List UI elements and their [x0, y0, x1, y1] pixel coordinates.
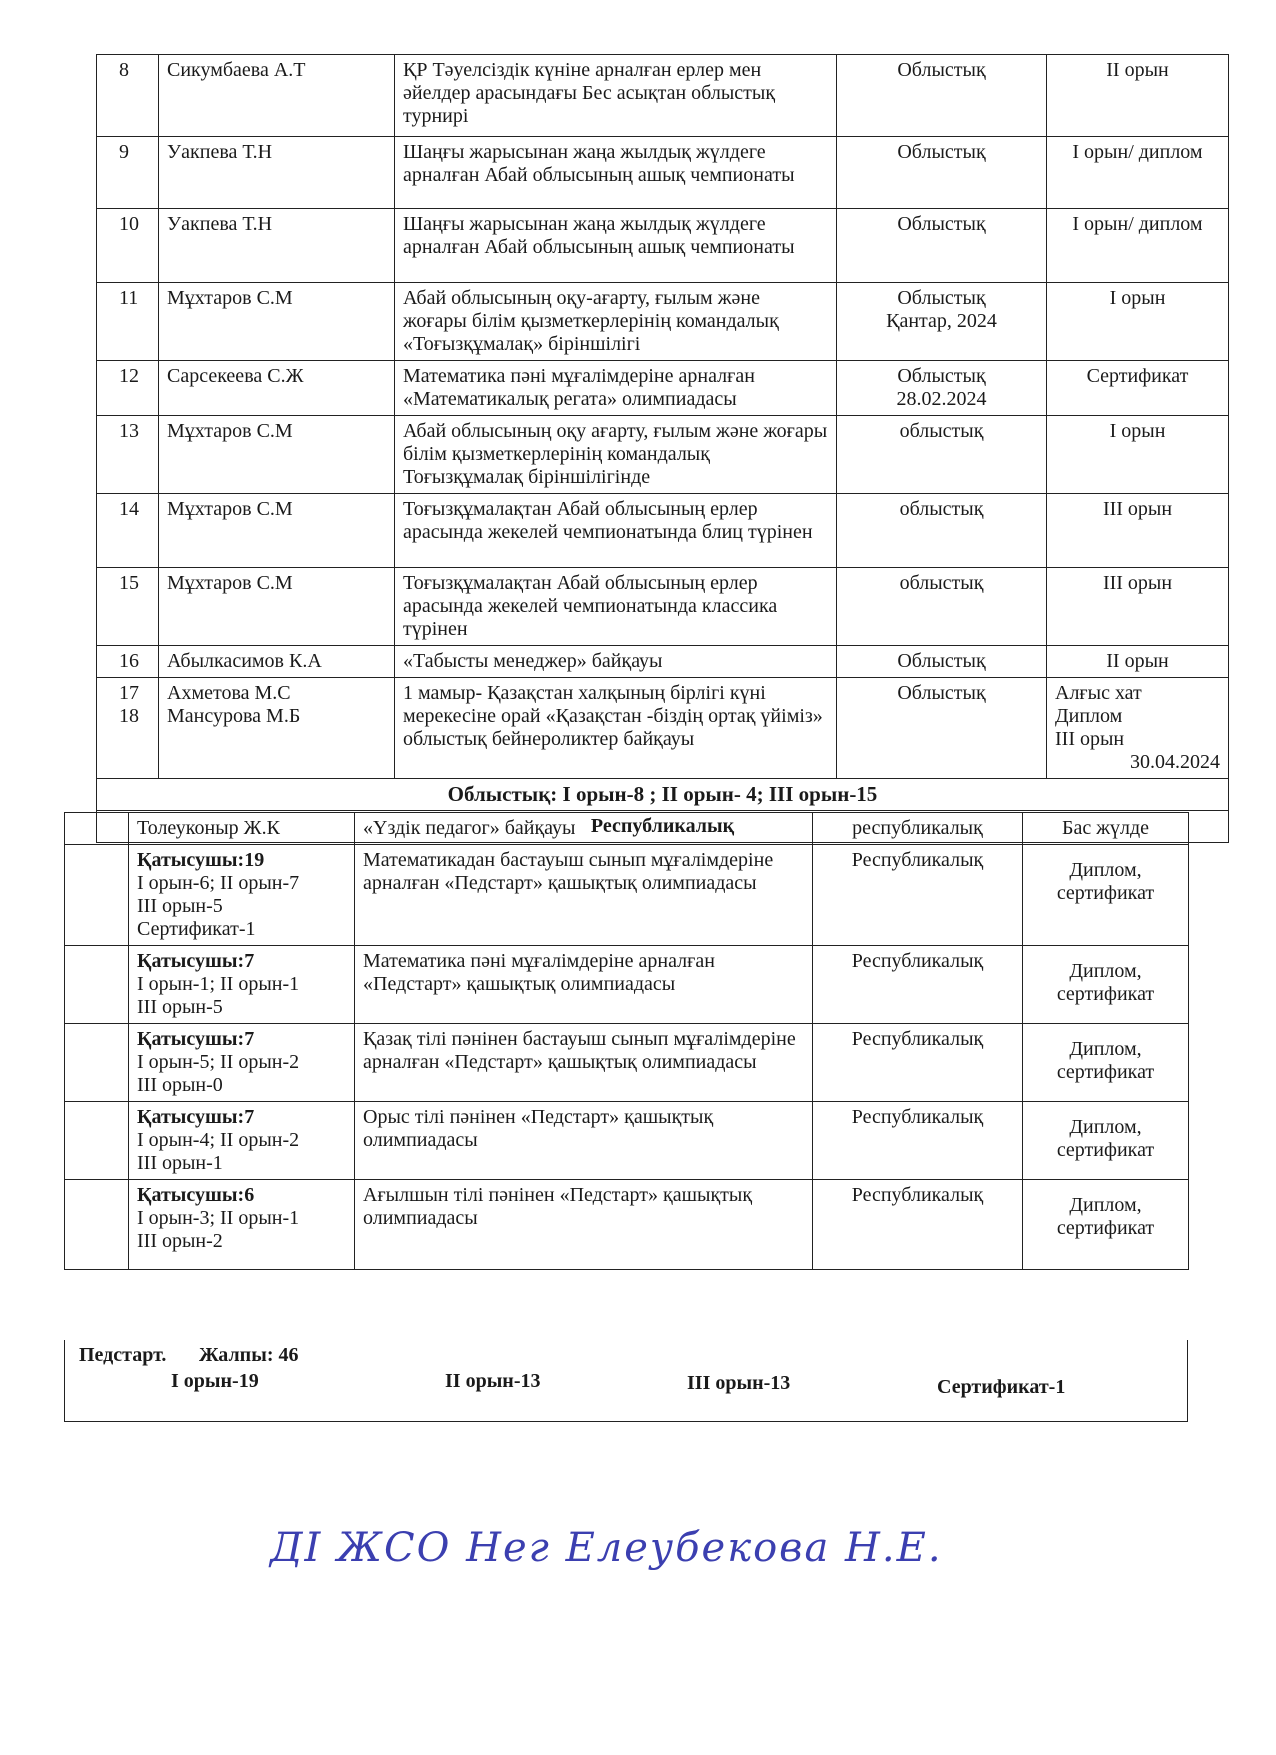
table-row [65, 845, 1189, 946]
regional-table [96, 54, 1229, 843]
places-line: ІІІ орын-5 [137, 996, 223, 1018]
table-row [97, 678, 1229, 779]
row-number: 15 [97, 568, 159, 646]
event-description: Математика пәні мұғалімдеріне арналған «Математикалық регата» олимпиадасы [395, 361, 837, 416]
table-row [97, 361, 1229, 416]
row-number [65, 845, 129, 946]
participant-count: Қатысушы:6 [137, 1184, 255, 1206]
republic-heading: Республикалық [97, 811, 1229, 843]
event-description: 1 мамыр- Қазақстан халқының бірлігі күні мерекесіне орай «Қазақстан -біздің ортақ үйіміз» облыстық бейнероликтер байқауы [395, 678, 837, 779]
places-line: І орын-5; ІІ орын-2 [137, 1051, 300, 1073]
event-description: Математикадан бастауыш сынып мұғалімдеріне арналған «Педстарт» қашықтық олимпиадасы [355, 845, 813, 946]
event-level-text: Облыстық [897, 287, 986, 309]
table-row [97, 494, 1229, 568]
totals-second: ІІ орын-13 [445, 1370, 541, 1392]
result: Диплом, сертификат [1023, 845, 1189, 946]
event-description: ҚР Тәуелсіздік күніне арналған ерлер мен әйелдер арасындағы Бес асықтан облыстық турнирі [395, 55, 837, 137]
row-number: 8 [97, 55, 159, 137]
result-line: Диплом [1055, 705, 1123, 727]
row-number: 9 [97, 137, 159, 209]
result: І орын [1047, 283, 1229, 361]
participant-name: Мұхтаров С.М [159, 568, 395, 646]
result: Диплом, сертификат [1023, 1102, 1189, 1180]
event-level-text: Облыстық [897, 59, 986, 81]
result: Бас жүлде [1023, 813, 1189, 845]
result-line: Алғыс хат [1055, 682, 1142, 704]
event-level-text: облыстық [899, 420, 984, 442]
participant-name: Сикумбаева А.Т [159, 55, 395, 137]
places-line: ІІІ орын-1 [137, 1152, 223, 1174]
totals-first: І орын-19 [171, 1370, 259, 1392]
event-description: Орыс тілі пәнінен «Педстарт» қашықтық олимпиадасы [355, 1102, 813, 1180]
participant-name-a: Ахметова М.С [167, 682, 291, 704]
participant-name: Мұхтаров С.М [159, 416, 395, 494]
result: І орын/ диплом [1047, 137, 1229, 209]
table-row [65, 946, 1189, 1024]
totals-total: Жалпы: 46 [199, 1344, 299, 1366]
result: Сертификат [1047, 361, 1229, 416]
row-number: 10 [97, 209, 159, 283]
table-row [65, 813, 1189, 845]
row-number: 13 [97, 416, 159, 494]
row-number: 16 [97, 646, 159, 678]
participant-summary [129, 1180, 355, 1270]
participant-name: Мұхтаров С.М [159, 494, 395, 568]
participant-count: Қатысушы:7 [137, 1028, 255, 1050]
places-line: І орын-3; ІІ орын-1 [137, 1207, 300, 1229]
event-level [837, 494, 1047, 568]
row-number: 14 [97, 494, 159, 568]
event-level [837, 137, 1047, 209]
table-row [97, 209, 1229, 283]
participant-count: Қатысушы:7 [137, 1106, 255, 1128]
table-row [65, 1024, 1189, 1102]
participant-summary [129, 1024, 355, 1102]
participant-name [159, 678, 395, 779]
event-level: Республикалық [813, 1180, 1023, 1270]
event-description: Математика пәні мұғалімдеріне арналған «Педстарт» қашықтық олимпиадасы [355, 946, 813, 1024]
pedstart-totals [64, 1340, 1188, 1422]
result-date: 30.04.2024 [1130, 751, 1220, 773]
table-row [97, 416, 1229, 494]
event-level: Республикалық [813, 845, 1023, 946]
event-level-text: Облыстық [897, 650, 986, 672]
result: ІІ орын [1047, 55, 1229, 137]
event-level: республикалық [813, 813, 1023, 845]
event-level: Республикалық [813, 1024, 1023, 1102]
event-level: Облыстық [837, 678, 1047, 779]
event-description: «Үздік педагог» байқауы [355, 813, 813, 845]
result: Диплом, сертификат [1023, 946, 1189, 1024]
event-level [837, 209, 1047, 283]
participant-summary [129, 845, 355, 946]
places-line: ІІІ орын-2 [137, 1230, 223, 1252]
result-line: ІІІ орын [1055, 728, 1125, 750]
event-level [837, 416, 1047, 494]
row-number [65, 1024, 129, 1102]
totals-third: ІІІ орын-13 [687, 1372, 791, 1394]
event-level-text: Облыстық [897, 213, 986, 235]
regional-summary: Облыстық: І орын-8 ; ІІ орын- 4; ІІІ орын-15 [97, 779, 1229, 811]
participant-count: Қатысушы:7 [137, 950, 255, 972]
places-line: Сертификат-1 [137, 918, 256, 940]
event-level [837, 646, 1047, 678]
places-line: І орын-4; ІІ орын-2 [137, 1129, 300, 1151]
participant-name: Мұхтаров С.М [159, 283, 395, 361]
participant-name: Уакпева Т.Н [159, 137, 395, 209]
result: І орын/ диплом [1047, 209, 1229, 283]
participant-count: Қатысушы:19 [137, 849, 265, 871]
totals-cert: Сертификат-1 [937, 1376, 1066, 1398]
places-line: І орын-1; ІІ орын-1 [137, 973, 300, 995]
row-number [65, 813, 129, 845]
table-row [97, 646, 1229, 678]
event-level-text: облыстық [899, 572, 984, 594]
result: ІІІ орын [1047, 494, 1229, 568]
event-level [837, 55, 1047, 137]
participant-name: Толеуконыр Ж.К [129, 813, 355, 845]
participant-name-b: Мансурова М.Б [167, 705, 301, 727]
participant-summary [129, 1102, 355, 1180]
event-level: Республикалық [813, 946, 1023, 1024]
row-number: 11 [97, 283, 159, 361]
table-row [65, 1180, 1189, 1270]
row-number [65, 1102, 129, 1180]
event-description: Тоғызқұмалақтан Абай облысының ерлер арасында жекелей чемпионатында блиц түрінен [395, 494, 837, 568]
participant-name: Сарсекеева С.Ж [159, 361, 395, 416]
event-level [837, 568, 1047, 646]
result: ІІ орын [1047, 646, 1229, 678]
event-description: Абай облысының оқу ағарту, ғылым және жоғары білім қызметкерлерінің командалық Тоғызқұмалақ біріншілігінде [395, 416, 837, 494]
event-date: Қантар, 2024 [886, 310, 997, 332]
event-level-text: облыстық [899, 498, 984, 520]
table-row [97, 137, 1229, 209]
event-description: Қазақ тілі пәнінен бастауыш сынып мұғалімдеріне арналған «Педстарт» қашықтық олимпиадасы [355, 1024, 813, 1102]
event-description: Ағылшын тілі пәнінен «Педстарт» қашықтық олимпиадасы [355, 1180, 813, 1270]
places-line: ІІІ орын-5 [137, 895, 223, 917]
event-description: Абай облысының оқу-ағарту, ғылым және жоғары білім қызметкерлерінің командалық «Тоғызқұмалақ» біріншілігі [395, 283, 837, 361]
event-level-text: Облыстық [897, 141, 986, 163]
event-description: Шаңғы жарысынан жаңа жылдық жүлдеге арналған Абай облысының ашық чемпионаты [395, 137, 837, 209]
table-row [97, 55, 1229, 137]
row-number [97, 678, 159, 779]
result: Диплом, сертификат [1023, 1180, 1189, 1270]
event-level [837, 361, 1047, 416]
event-level: Республикалық [813, 1102, 1023, 1180]
table-row [65, 1102, 1189, 1180]
participant-name: Абылкасимов К.А [159, 646, 395, 678]
totals-label: Педстарт. [79, 1344, 167, 1366]
event-date: 28.02.2024 [896, 388, 987, 410]
places-line: ІІІ орын-0 [137, 1074, 223, 1096]
table-row [97, 283, 1229, 361]
participant-name: Уакпева Т.Н [159, 209, 395, 283]
republic-table [64, 812, 1189, 1270]
event-description: Тоғызқұмалақтан Абай облысының ерлер арасында жекелей чемпионатында классика түрінен [395, 568, 837, 646]
row-number [65, 946, 129, 1024]
event-description: Шаңғы жарысынан жаңа жылдық жүлдеге арналған Абай облысының ашық чемпионаты [395, 209, 837, 283]
row-number [65, 1180, 129, 1270]
result [1047, 678, 1229, 779]
result: І орын [1047, 416, 1229, 494]
result: Диплом, сертификат [1023, 1024, 1189, 1102]
result: ІІІ орын [1047, 568, 1229, 646]
table-row [97, 568, 1229, 646]
row-number-a: 17 [119, 682, 139, 704]
event-description: «Табысты менеджер» байқауы [395, 646, 837, 678]
event-level [837, 283, 1047, 361]
handwritten-signature: ДІ ЖСО Нег Елеубекова Н.Е. [270, 1525, 943, 1571]
event-level-text: Облыстық [897, 365, 986, 387]
row-number-b: 18 [119, 705, 139, 727]
row-number: 12 [97, 361, 159, 416]
participant-summary [129, 946, 355, 1024]
regional-summary-row [97, 779, 1229, 811]
places-line: І орын-6; ІІ орын-7 [137, 872, 300, 894]
